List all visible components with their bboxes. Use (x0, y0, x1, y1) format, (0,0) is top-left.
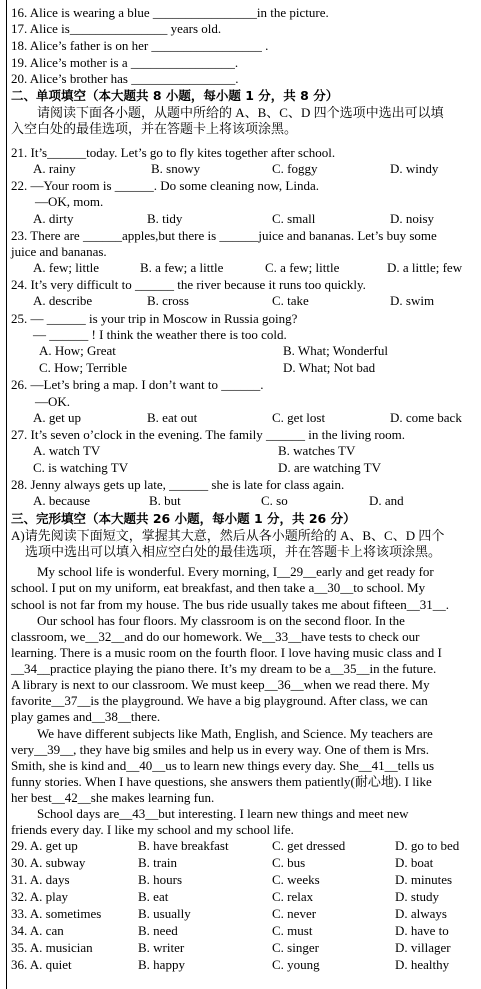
question-19: 19. Alice’s mother is a ________________. (11, 55, 239, 70)
q36-option-c: C. young (272, 957, 320, 972)
q34-option-c: C. must (272, 923, 313, 938)
q24-option-d: D. swim (390, 293, 435, 308)
q25-option-c: C. How; Terrible (39, 360, 128, 375)
q31-option-b: B. hours (138, 872, 183, 887)
q22-option-a: A. dirty (33, 211, 74, 226)
q30-option-c: C. bus (272, 855, 306, 870)
section3-instructions-2: 选项中选出可以填入相应空白处的最佳选项，并在答题卡上将该项涂黑。 (25, 544, 442, 559)
passage-line: Our school has four floors. My classroom is on the second floor. In the (37, 613, 405, 628)
q35-option-c: C. singer (272, 940, 319, 955)
q25-option-b: B. What; Wonderful (283, 343, 388, 358)
q27-option-c: C. is watching TV (33, 460, 129, 475)
exam-page (6, 0, 473, 989)
passage-line: friends every day. I like my school and my school life. (11, 822, 294, 837)
passage-line: school. I put on my uniform, eat breakfast, and then take a__30__to school. My (11, 580, 426, 595)
section2-title: 二、单项填空（本大题共 8 小题，每小题 1 分，共 8 分） (11, 88, 339, 103)
question-22-stem: 22. —Your room is ______. Do some cleaning now, Linda. (11, 178, 320, 193)
section3-title: 三、完形填空（本大题共 26 小题，每小题 1 分，共 26 分） (11, 511, 356, 526)
q30-option-b: B. train (138, 855, 177, 870)
q23-option-a: A. few; little (33, 260, 100, 275)
section2-instructions-2: 入空白处的最佳选项，并在答题卡上将该项涂黑。 (11, 121, 298, 136)
q29-option-d: D. go to bed (395, 838, 460, 853)
question-22-reply: —OK, mom. (35, 194, 104, 209)
question-28-stem: 28. Jenny always gets up late, ______ she is late for class again. (11, 477, 345, 492)
q29-option-b: B. have breakfast (138, 838, 229, 853)
section2-instructions-1: 请阅读下面各小题，从题中所给的 A、B、C、D 四个选项中选出可以填 (37, 105, 444, 120)
passage-line: school is not far from my house. The bus ride usually takes me about fifteen__31__. (11, 597, 450, 612)
q27-option-a: A. watch TV (33, 443, 101, 458)
q30-option-d: D. boat (395, 855, 434, 870)
q23-option-b: B. a few; a little (140, 260, 224, 275)
passage-line: Smith, she is kind and__40__us to learn new things every day. She__41__tells us (11, 758, 435, 773)
question-21-stem: 21. It’s______today. Let’s go to fly kites together after school. (11, 145, 336, 160)
q30-option-a: 30. A. subway (11, 855, 86, 870)
passage-line: favorite__37__is the playground. We have a big playground. After class, we can (11, 693, 428, 708)
q32-option-a: 32. A. play (11, 889, 69, 904)
q32-option-c: C. relax (272, 889, 314, 904)
q33-option-c: C. never (272, 906, 317, 921)
q32-option-d: D. study (395, 889, 440, 904)
q27-option-b: B. watches TV (278, 443, 356, 458)
q26-option-d: D. come back (390, 410, 462, 425)
passage-line: __34__practice playing the piano there. It’s my dream to be a__35__in the future. (11, 661, 437, 676)
q21-option-b: B. snowy (151, 161, 201, 176)
q29-option-a: 29. A. get up (11, 838, 78, 853)
q36-option-a: 36. A. quiet (11, 957, 72, 972)
passage-line: classroom, we__32__and do our homework. We__33__have tests to check our (11, 629, 420, 644)
q29-option-c: C. get dressed (272, 838, 346, 853)
question-26-stem: 26. —Let’s bring a map. I don’t want to ______. (11, 377, 264, 392)
q24-option-b: B. cross (147, 293, 189, 308)
q25-option-a: A. How; Great (39, 343, 116, 358)
q33-option-a: 33. A. sometimes (11, 906, 102, 921)
question-17: 17. Alice is_______________ years old. (11, 21, 222, 36)
q34-option-d: D. have to (395, 923, 449, 938)
q35-option-b: B. writer (138, 940, 185, 955)
question-25-stem: 25. — ______ is your trip in Moscow in Russia going? (11, 311, 298, 326)
passage-line: play games and__38__there. (11, 709, 161, 724)
question-23-stem: 23. There are ______apples,but there is ______juice and bananas. Let’s buy some (11, 228, 437, 243)
q26-option-c: C. get lost (272, 410, 326, 425)
passage-line: We have different subjects like Math, English, and Science. My teachers are (37, 726, 433, 741)
q32-option-b: B. eat (138, 889, 169, 904)
q28-option-a: A. because (33, 493, 91, 508)
passage-line: very__39__, they have big smiles and help us in every way. One of them is Mrs. (11, 742, 429, 757)
question-16: 16. Alice is wearing a blue ________________in the picture. (11, 5, 329, 20)
passage-line: her best__42__she makes learning fun. (11, 790, 215, 805)
q21-option-a: A. rainy (33, 161, 76, 176)
q34-option-a: 34. A. can (11, 923, 64, 938)
q33-option-d: D. always (395, 906, 447, 921)
q31-option-a: 31. A. days (11, 872, 70, 887)
q21-option-c: C. foggy (272, 161, 318, 176)
question-20: 20. Alice’s brother has ________________. (11, 71, 239, 86)
passage-line: learning. There is a music room on the fourth floor. I love having music class and I (11, 645, 442, 660)
question-24-stem: 24. It’s very difficult to ______ the river because it runs too quickly. (11, 277, 366, 292)
question-23-stem-cont: juice and bananas. (11, 244, 107, 259)
question-26-reply: —OK. (35, 394, 71, 409)
q26-option-b: B. eat out (147, 410, 198, 425)
q22-option-c: C. small (272, 211, 316, 226)
q22-option-b: B. tidy (147, 211, 183, 226)
q26-option-a: A. get up (33, 410, 82, 425)
q31-option-c: C. weeks (272, 872, 320, 887)
q28-option-b: B. but (149, 493, 181, 508)
q24-option-c: C. take (272, 293, 309, 308)
section3-instructions-1: A)请先阅读下面短文，掌握其大意，然后从各小题所给的 A、B、C、D 四个 (11, 528, 445, 543)
q21-option-d: D. windy (390, 161, 439, 176)
q22-option-d: D. noisy (390, 211, 435, 226)
q28-option-d: D. and (369, 493, 404, 508)
q25-option-d: D. What; Not bad (283, 360, 376, 375)
question-25-reply: — ______ ! I think the weather there is too cold. (33, 327, 287, 342)
q33-option-b: B. usually (138, 906, 191, 921)
q23-option-d: D. a little; few (387, 260, 463, 275)
passage-line: A library is next to our classroom. We must keep__36__when we read there. My (11, 677, 430, 692)
question-27-stem: 27. It’s seven o’clock in the evening. The family ______ in the living room. (11, 427, 406, 442)
passage-line: My school life is wonderful. Every morning, I__29__early and get ready for (37, 564, 434, 579)
q36-option-d: D. healthy (395, 957, 450, 972)
q24-option-a: A. describe (33, 293, 93, 308)
passage-line: School days are__43__but interesting. I learn new things and meet new (37, 806, 409, 821)
q35-option-a: 35. A. musician (11, 940, 93, 955)
q28-option-c: C. so (261, 493, 288, 508)
q34-option-b: B. need (138, 923, 178, 938)
q31-option-d: D. minutes (395, 872, 453, 887)
q35-option-d: D. villager (395, 940, 451, 955)
q36-option-b: B. happy (138, 957, 185, 972)
question-18: 18. Alice’s father is on her _________________ . (11, 38, 269, 53)
passage-line: funny stories. When I have questions, she answers them patiently(耐心地). I like (11, 774, 432, 789)
q27-option-d: D. are watching TV (278, 460, 382, 475)
q23-option-c: C. a few; little (265, 260, 340, 275)
